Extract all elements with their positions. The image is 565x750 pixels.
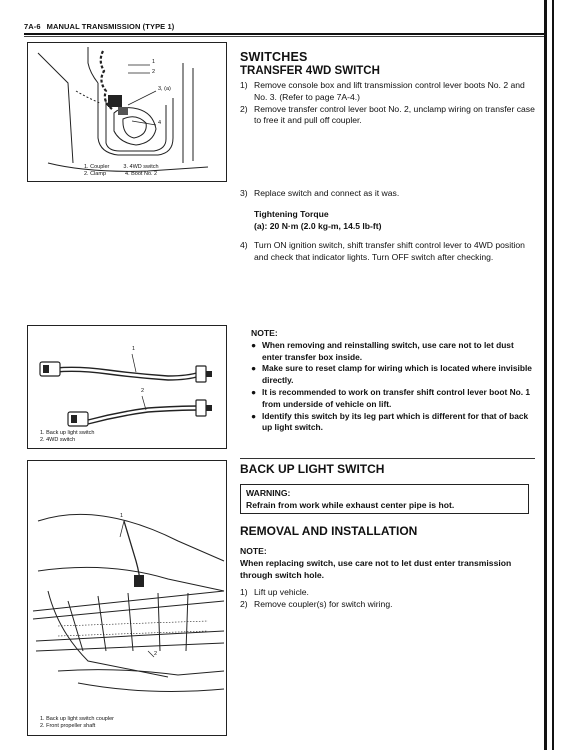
header-rule-thin bbox=[24, 36, 544, 37]
torque-label: Tightening Torque bbox=[254, 208, 329, 219]
note-bullet: ● When removing and reinstalling switch, use care not to let dust enter transfer box inside. bbox=[251, 339, 514, 362]
callout-1: 1 bbox=[120, 513, 124, 519]
warning-box bbox=[240, 484, 529, 514]
section-heading: REMOVAL AND INSTALLATION bbox=[240, 524, 418, 538]
callout-2: 2 bbox=[152, 69, 156, 75]
illustration-underbody bbox=[28, 461, 225, 734]
torque-value: (a): 20 N·m (2.0 kg-m, 14.5 lb-ft) bbox=[254, 220, 382, 231]
note-label: NOTE: bbox=[251, 328, 278, 338]
warning-label: WARNING: bbox=[246, 488, 291, 498]
backup-section bbox=[240, 463, 535, 476]
note-text: When replacing switch, use care not to let dust enter transmission through switch hole. bbox=[240, 557, 512, 580]
switches-section bbox=[240, 50, 535, 127]
step-2: 2) Remove transfer control lever boot No. 2, unclamp wiring on transfer case to free it and pull off coupler. bbox=[240, 103, 535, 126]
step-1: 1) Remove console box and lift transmission control lever boots No. 2 and No. 3. (Refer to page 7A-4.) bbox=[240, 80, 525, 102]
illustration-switches bbox=[28, 326, 225, 447]
switches-section-continued bbox=[240, 188, 535, 264]
note-bullet: ● It is recommended to work on transfer shift control lever boot No. 1 from underside of vehicle on lift. bbox=[251, 386, 531, 409]
page-header bbox=[24, 22, 174, 31]
callout-3: 3, (a) bbox=[158, 86, 171, 92]
viewer-edge bbox=[544, 0, 565, 750]
figure-legend: 1. Back up light switch coupler 2. Front propeller shaft bbox=[40, 716, 114, 729]
subsection-heading: TRANSFER 4WD SWITCH bbox=[240, 65, 380, 77]
figure-legend: 1. Coupler 3. 4WD switch 2. Clamp 4. Boot No. 2 bbox=[84, 164, 159, 177]
callout-2: 2 bbox=[154, 651, 158, 657]
step-3: 3) Replace switch and connect as it was. bbox=[240, 188, 400, 198]
section-title: MANUAL TRANSMISSION (TYPE 1) bbox=[46, 22, 175, 31]
figure-legend: 1. Back up light switch 2. 4WD switch bbox=[40, 430, 95, 443]
callout-4: 4 bbox=[158, 120, 162, 126]
figure-backup-switch bbox=[27, 460, 227, 736]
step-2: 2) Remove coupler(s) for switch wiring. bbox=[240, 599, 393, 610]
callout-2: 2 bbox=[141, 388, 145, 394]
warning-text: Refrain from work while exhaust center pipe is hot. bbox=[246, 500, 455, 510]
illustration-console-area bbox=[28, 43, 225, 180]
section-heading: BACK UP LIGHT SWITCH bbox=[240, 462, 385, 476]
callout-1: 1 bbox=[132, 346, 136, 352]
note-block bbox=[240, 328, 535, 434]
figure-switch-comparison bbox=[27, 325, 227, 449]
step-4: 4) Turn ON ignition switch, shift transfer shift control lever to 4WD position and check that indicator lights. Turn OFF switch after checking. bbox=[240, 240, 525, 263]
manual-page bbox=[10, 0, 540, 750]
callout-1: 1 bbox=[152, 59, 156, 65]
header-rule bbox=[24, 33, 544, 35]
note-label: NOTE: bbox=[240, 546, 267, 556]
figure-4wd-switch bbox=[27, 42, 227, 182]
section-divider bbox=[240, 458, 535, 459]
removal-section bbox=[240, 525, 535, 611]
section-heading: SWITCHES bbox=[240, 50, 308, 64]
note-bullet: ● Make sure to reset clamp for wiring which is located where invisible directly. bbox=[251, 363, 532, 386]
step-1: 1) Lift up vehicle. bbox=[240, 587, 309, 598]
note-bullet: ● Identify this switch by its leg part which is different for that of back up light switch. bbox=[251, 410, 529, 433]
page-code: 7A-6 bbox=[24, 22, 41, 31]
